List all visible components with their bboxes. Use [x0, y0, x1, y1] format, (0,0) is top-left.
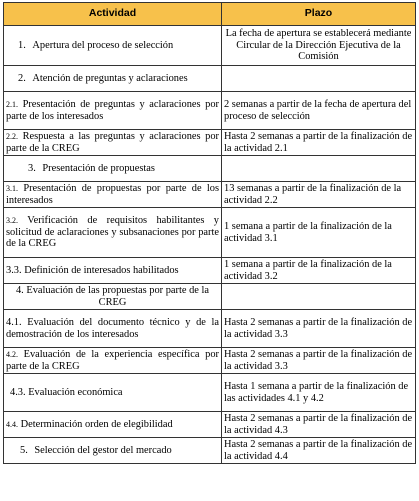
activity-number: 1. — [18, 39, 26, 51]
activity-cell — [4, 26, 222, 66]
table-row — [4, 284, 416, 310]
table-row — [4, 208, 416, 258]
activity-label: Determinación orden de elegibilidad — [20, 418, 173, 430]
activity-cell — [4, 258, 222, 284]
activity-number: 2.1. — [6, 100, 18, 109]
activity-cell — [4, 66, 222, 92]
activity-cell — [4, 374, 222, 412]
activity-label: Evaluación de las propuestas por parte de la CREG — [26, 285, 210, 308]
activity-cell — [4, 130, 222, 156]
deadline-cell: Hasta 1 semana a partir de la finalización de las actividades 4.1 y 4.2 — [222, 374, 416, 412]
activity-cell — [4, 284, 222, 310]
activity-label: Selección del gestor del mercado — [34, 444, 172, 456]
table-row — [4, 258, 416, 284]
activity-label: Definición de interesados habilitados — [24, 264, 179, 276]
activity-number: 4.1. — [6, 317, 22, 328]
table-row — [4, 26, 416, 66]
activity-cell — [4, 182, 222, 208]
activity-number: 4.4. — [6, 419, 18, 429]
activity-number: 4.3. — [10, 386, 26, 398]
activity-label: Respuesta a las preguntas y aclaraciones por parte de la CREG — [6, 131, 219, 154]
activity-cell — [4, 208, 222, 258]
activity-label: Presentación de propuestas por parte de los interesados — [6, 183, 219, 206]
deadline-cell: Hasta 2 semanas a partir de la finalización de la actividad 3.3 — [222, 348, 416, 374]
activity-number: 3.2. — [6, 216, 18, 226]
table-row — [4, 182, 416, 208]
schedule-table — [3, 2, 416, 464]
header-plazo: Plazo — [222, 3, 416, 26]
deadline-cell: 1 semana a partir de la finalización de la actividad 3.2 — [222, 258, 416, 284]
deadline-cell: Hasta 2 semanas a partir de la finalización de la actividad 2.1 — [222, 130, 416, 156]
activity-number: 4.2. — [6, 350, 18, 359]
table-row — [4, 374, 416, 412]
deadline-cell: 2 semanas a partir de la fecha de apertura del proceso de selección — [222, 92, 416, 130]
table-row — [4, 438, 416, 464]
activity-label: Apertura del proceso de selección — [32, 39, 174, 51]
table-header-row — [4, 3, 416, 26]
activity-cell — [4, 438, 222, 464]
table-row — [4, 412, 416, 438]
activity-number: 2.2. — [6, 132, 18, 141]
activity-label: Presentación de preguntas y aclaraciones por parte de los interesados — [6, 99, 219, 122]
activity-number: 4. — [15, 285, 24, 296]
deadline-cell: 13 semanas a partir de la finalización de la actividad 2.2 — [222, 182, 416, 208]
deadline-cell: 1 semana a partir de la finalización de la actividad 3.1 — [222, 208, 416, 258]
activity-label: Evaluación del documento técnico y de la demostración de los interesados — [6, 317, 219, 340]
activity-cell — [4, 310, 222, 348]
activity-label: Presentación de propuestas — [42, 162, 155, 174]
deadline-cell: Hasta 2 semanas a partir de la finalización de la actividad 4.4 — [222, 438, 416, 464]
activity-number: 3.1. — [6, 184, 18, 193]
deadline-cell — [222, 66, 416, 92]
table-row — [4, 348, 416, 374]
table-row — [4, 66, 416, 92]
deadline-cell: La fecha de apertura se establecerá mediante Circular de la Dirección Ejecutiva de la Comisión — [222, 26, 416, 66]
table-row — [4, 130, 416, 156]
deadline-cell: Hasta 2 semanas a partir de la finalización de la actividad 4.3 — [222, 412, 416, 438]
deadline-cell — [222, 284, 416, 310]
activity-cell — [4, 156, 222, 182]
activity-number: 5. — [20, 444, 28, 456]
activity-label: Evaluación de la experiencia específica por parte de la CREG — [6, 349, 219, 372]
activity-number: 2. — [18, 72, 26, 84]
activity-cell — [4, 92, 222, 130]
activity-number: 3. — [28, 162, 36, 174]
activity-cell — [4, 348, 222, 374]
header-actividad: Actividad — [4, 3, 222, 26]
activity-label: Verificación de requisitos habilitantes y solicitud de aclaraciones y subsanaciones por parte de la CREG — [6, 215, 219, 250]
table-row — [4, 92, 416, 130]
activity-cell — [4, 412, 222, 438]
schedule-table-container — [3, 2, 416, 464]
activity-label: Evaluación económica — [28, 386, 123, 398]
activity-label: Atención de preguntas y aclaraciones — [32, 72, 188, 84]
table-row — [4, 156, 416, 182]
table-row — [4, 310, 416, 348]
deadline-cell: Hasta 2 semanas a partir de la finalización de la actividad 3.3 — [222, 310, 416, 348]
deadline-cell — [222, 156, 416, 182]
activity-number: 3.3. — [6, 264, 22, 276]
